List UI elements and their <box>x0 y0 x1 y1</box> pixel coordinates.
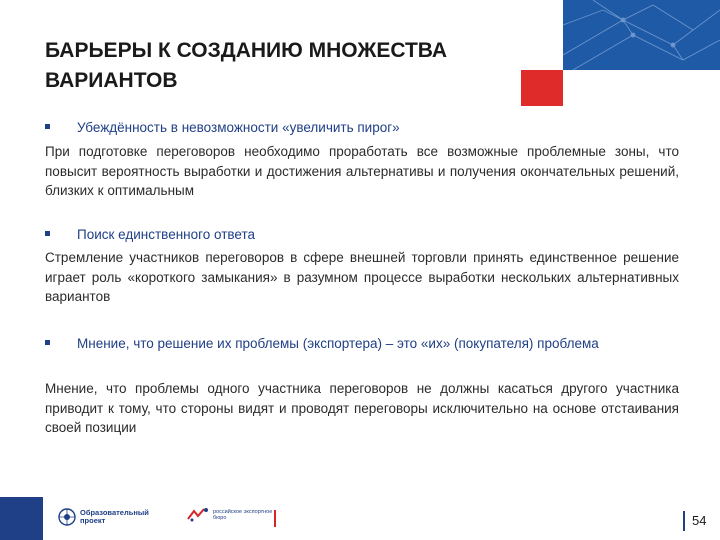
slide-title: БАРЬЕРЫ К СОЗДАНИЮ МНОЖЕСТВА ВАРИАНТОВ <box>45 39 448 92</box>
page-number: 54 <box>692 513 707 528</box>
decor-lines-graphic <box>563 0 720 70</box>
bullet-square-icon <box>45 124 50 129</box>
footer-logo2-text: российское экспортное бюро <box>213 509 273 521</box>
section-body-1: При подготовке переговоров необходимо проработать все возможные проблемные зоны, что повысит вероятность выработки и достижения альтернативы и получения окончательных решений, близких к оптимальным <box>45 144 679 198</box>
footer-blue-block <box>0 497 43 540</box>
footer-logo-text: Образовательный проект <box>80 508 149 525</box>
footer-divider-blue <box>683 511 685 531</box>
footer-logo-education <box>58 508 170 526</box>
section-heading-text: Мнение, что решение их проблемы (экспортера) – это «их» (покупателя) проблема <box>77 336 599 351</box>
section-heading-1 <box>45 119 685 137</box>
section-heading-3 <box>45 333 645 355</box>
bullet-square-icon <box>45 231 50 236</box>
section-body-2: Стремление участников переговоров в сфере внешней торговли принять единственное решение играет роль «короткого замыкания» в разумном процессе выработки нескольких альтернативных вариантов <box>45 250 679 304</box>
section-heading-2 <box>45 226 685 244</box>
decor-red-block <box>521 70 563 106</box>
section-heading-text: Поиск единственного ответа <box>77 227 256 242</box>
bullet-square-icon <box>45 340 50 345</box>
footer-divider-red <box>274 510 276 527</box>
globe-logo-icon <box>58 508 76 526</box>
section-body-3: Мнение, что проблемы одного участника переговоров не должны касаться другого участника приводит к тому, что стороны видят и проводят переговоры исключительно на основе отстаивания своей позиции <box>45 381 679 435</box>
section-heading-text: Убеждённость в невозможности «увеличить пирог» <box>77 120 400 135</box>
export-logo-icon <box>186 507 210 523</box>
decor-blue-block <box>563 0 720 70</box>
footer-logo-export <box>186 507 273 523</box>
